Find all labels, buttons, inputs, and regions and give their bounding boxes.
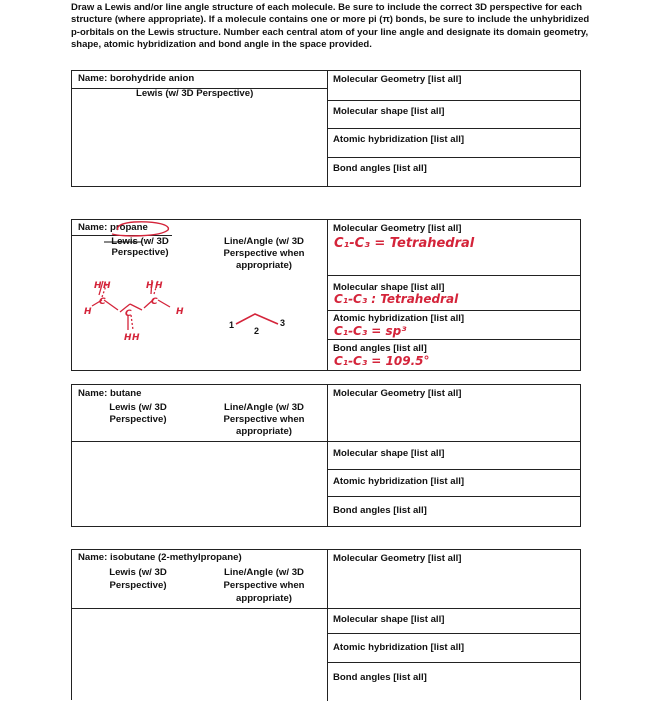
shape-answer: C₁-C₃ : Tetrahedral — [334, 292, 459, 306]
column-divider — [327, 550, 328, 701]
lewis-atom-h: H — [176, 307, 184, 317]
lewis-heading-line2: Perspective) — [111, 247, 169, 258]
shape-divider — [327, 633, 581, 634]
bond-angles-label: Bond angles [list all] — [333, 343, 427, 354]
name-row-divider — [72, 441, 327, 442]
shape-divider — [327, 310, 581, 311]
line-angle-heading-1: Line/Angle (w/ 3D — [224, 402, 304, 413]
column-divider — [327, 385, 328, 526]
line-angle-heading-2: Perspective when — [223, 580, 305, 591]
section-name: Name: butane — [78, 388, 142, 399]
lewis-atom-h: H — [103, 281, 111, 291]
geometry-answer: C₁-C₃ = Tetrahedral — [334, 236, 475, 251]
section-name: Name: propane — [78, 222, 148, 233]
instructions-text: Draw a Lewis and/or line angle structure of each molecule. Be sure to include the correct 3D perspective for each structure (where appropriate). If a molecule contains one or more pi (π) bonds, be sure to include the unhybridized p-orbitals on the Lewis structure. Number each central atom of your line angle and designate its domain geometry, shape, atomic hybridization and bond angle in the space provided. — [71, 2, 590, 51]
hybridization-answer: C₁-C₃ = sp³ — [334, 324, 407, 338]
hybridization-label: Atomic hybridization [list all] — [333, 476, 465, 487]
geometry-label: Molecular Geometry [list all] — [333, 553, 462, 564]
hybridization-label: Atomic hybridization [list all] — [333, 134, 465, 145]
line-angle-heading-1: Line/Angle (w/ 3D — [224, 567, 304, 578]
hybridization-label: Atomic hybridization [list all] — [333, 313, 465, 324]
bond-angles-answer: C₁-C₃ = 109.5° — [334, 354, 430, 368]
lewis-heading-line2: Perspective) — [109, 414, 167, 425]
section-name: Name: borohydride anion — [78, 73, 195, 84]
geometry-divider — [327, 275, 581, 276]
line-angle-heading-3: appropriate) — [236, 593, 292, 604]
geometry-label: Molecular Geometry [list all] — [333, 74, 462, 85]
geometry-divider — [327, 100, 581, 101]
geometry-label: Molecular Geometry [list all] — [333, 223, 462, 234]
column-divider — [327, 220, 328, 370]
lewis-heading: Lewis (w/ 3D Perspective) — [136, 88, 254, 99]
line-angle-heading-3: appropriate) — [236, 260, 292, 271]
lewis-atom-c: C — [151, 297, 158, 307]
name-row-divider — [72, 608, 327, 609]
lewis-atom-h: H — [132, 333, 140, 343]
line-angle-heading-2: Perspective when — [223, 414, 305, 425]
hybridization-divider — [327, 662, 581, 663]
hybridization-divider — [327, 157, 581, 158]
lewis-atom-c: C — [99, 297, 106, 307]
shape-label: Molecular shape [list all] — [333, 614, 445, 625]
carbon-number-2: 2 — [254, 326, 260, 336]
line-angle-heading-3: appropriate) — [236, 426, 292, 437]
shape-divider — [327, 469, 581, 470]
lewis-atom-h: H — [155, 281, 163, 291]
geometry-divider — [327, 608, 581, 609]
bond-angles-label: Bond angles [list all] — [333, 672, 427, 683]
line-angle-heading-2: Perspective when — [223, 248, 305, 259]
carbon-number-3: 3 — [280, 318, 286, 328]
lewis-heading-line1: Lewis (w/ 3D — [111, 236, 169, 247]
lewis-heading-line1: Lewis (w/ 3D — [109, 402, 167, 413]
hybridization-divider — [327, 339, 581, 340]
section-name: Name: isobutane (2-methylpropane) — [78, 552, 242, 563]
section-borohydride — [71, 70, 581, 187]
propane-line-angle-drawing — [72, 220, 322, 370]
shape-divider — [327, 128, 581, 129]
geometry-divider — [327, 441, 581, 442]
hybridization-divider — [327, 496, 581, 497]
carbon-number-1: 1 — [229, 320, 235, 330]
line-angle-heading-1: Line/Angle (w/ 3D — [224, 236, 304, 247]
bond-angles-label: Bond angles [list all] — [333, 505, 427, 516]
shape-label: Molecular shape [list all] — [333, 282, 445, 293]
geometry-label: Molecular Geometry [list all] — [333, 388, 462, 399]
hybridization-label: Atomic hybridization [list all] — [333, 642, 465, 653]
lewis-atom-c: C — [125, 309, 132, 319]
lewis-atom-h: H — [84, 307, 92, 317]
lewis-heading-line1: Lewis (w/ 3D — [109, 567, 167, 578]
shape-label: Molecular shape [list all] — [333, 448, 445, 459]
lewis-atom-h: H — [146, 281, 154, 291]
bond-angles-label: Bond angles [list all] — [333, 163, 427, 174]
section-propane — [71, 219, 581, 371]
lewis-heading-line2: Perspective) — [109, 580, 167, 591]
shape-label: Molecular shape [list all] — [333, 106, 445, 117]
lewis-atom-h: H — [94, 281, 102, 291]
section-isobutane — [71, 549, 581, 700]
section-butane — [71, 384, 581, 527]
lewis-atom-h: H — [124, 333, 132, 343]
